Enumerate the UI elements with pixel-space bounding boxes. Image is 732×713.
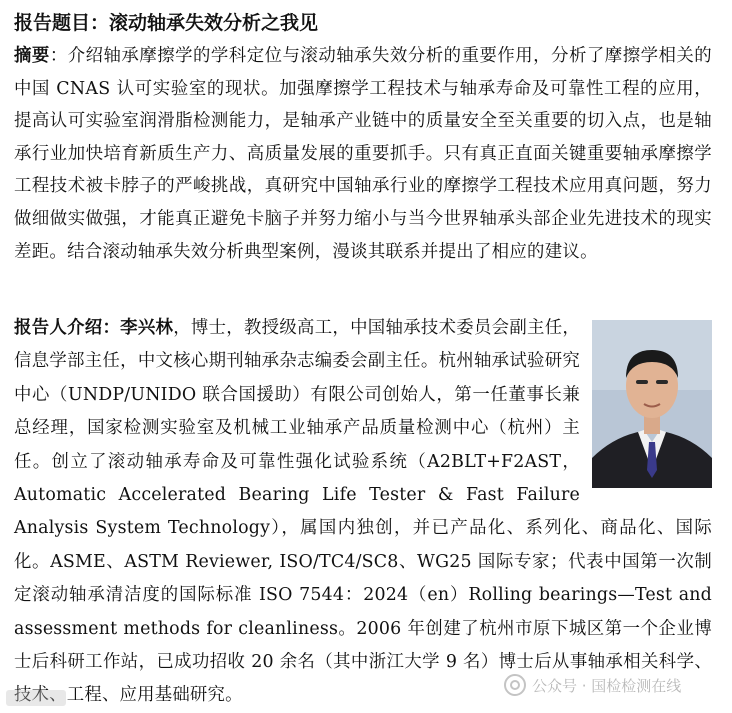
speaker-bio-paragraph [14, 312, 712, 713]
watermark-text: 公众号 · 国检检测在线 [532, 676, 682, 695]
watermark [500, 672, 685, 698]
speaker-name: 李兴林 [120, 318, 174, 338]
abstract-label: 摘要 [14, 46, 50, 66]
corner-watermark [6, 690, 66, 706]
speaker-bio-text: ，博士，教授级高工，中国轴承技术委员会副主任，信息学部主任，中文核心期刊轴承杂志编委会副主任。杭州轴承试验研究中心（UNDP/UNIDO 联合国援助）有限公司创始人，第一任董事长兼总经理，国家检测实验室及机械工业轴承产品质量检测中心（杭州）主任。创立了滚动轴承寿命及可靠性强化试验系统（A2BLT+F2AST，Automatic Accelerated Bearing Life Tester & Fast Failure Analysis System Technology），属国内独创，并已产品化、系列化、商品化、国际化。ASME、ASTM Reviewer, ISO/TC4/SC8、WG25 国际专家；代表中国第一次制定滚动轴承清洁度的国际标准 ISO 7544：2024（en）Rolling bearings—Test and assessment methods for cleanliness。2006 年创建了杭州市原下城区第一个企业博士后科研工作站，已成功招收 20 余名（其中浙江大学 9 名）博士后从事轴承相关科学、技术、工程、应用基础研究。 [14, 318, 712, 706]
abstract-paragraph [14, 40, 712, 268]
speaker-label: 报告人介绍： [14, 318, 121, 338]
wechat-icon [504, 674, 526, 696]
speaker-photo [592, 320, 712, 488]
report-title: 报告题目：滚动轴承失效分析之我见 [14, 12, 319, 34]
abstract-text: ：介绍轴承摩擦学的学科定位与滚动轴承失效分析的重要作用，分析了摩擦学相关的中国 CNAS 认可实验室的现状。加强摩擦学工程技术与轴承寿命及可靠性工程的应用，提高认可实验室润滑脂检测能力，是轴承产业链中的质量安全至关重要的切入点，也是轴承行业加快培育新质生产力、高质量发展的重要抓手。只有真正直面关键重要轴承摩擦学工程技术被卡脖子的严峻挑战，真研究中国轴承行业的摩擦学工程技术应用真问题，努力做细做实做强，才能真正避免卡脑子并努力缩小与当今世界轴承头部企业先进技术的现实差距。结合滚动轴承失效分析典型案例，漫谈其联系并提出了相应的建议。 [14, 46, 712, 262]
